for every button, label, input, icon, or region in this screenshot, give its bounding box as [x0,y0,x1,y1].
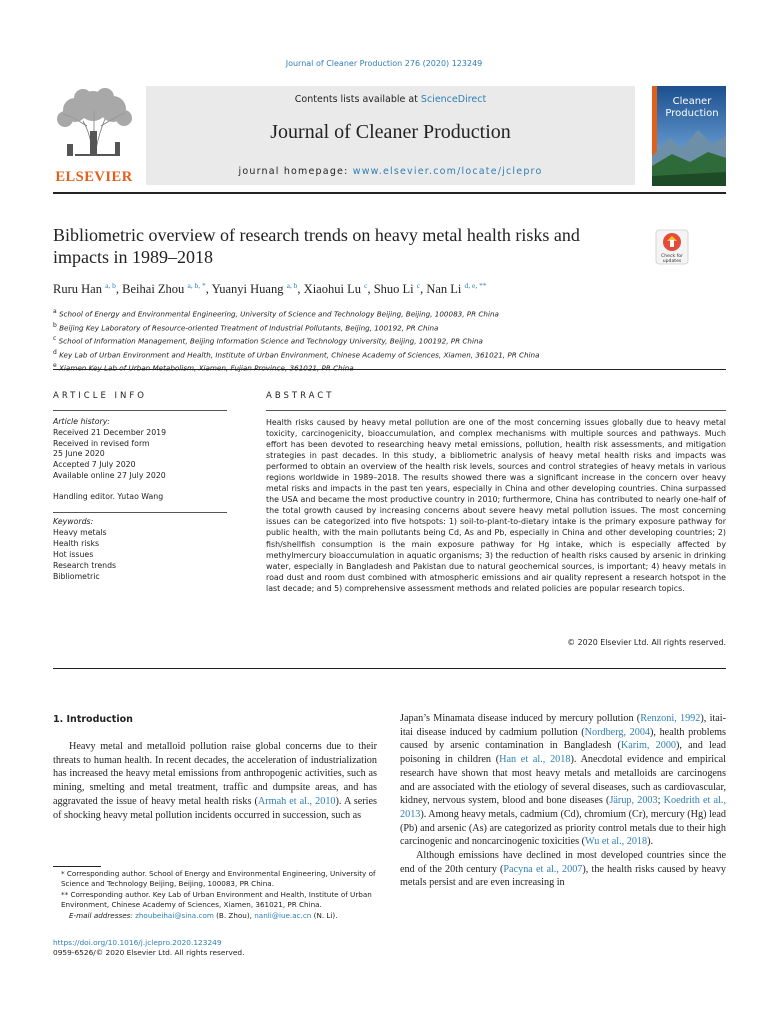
citation-link[interactable]: Armah et al., 2010 [257,795,336,807]
author-name[interactable]: Yuanyi Huang [211,282,284,297]
body-text: ). Anecdotal evidence and empirical research have shown that most heavy metals and metalloids are carcinogens and are associated with the etiology of several diseases, such as cardiovascular, kidney, nervous system, blood and bone diseases ( [400,754,726,807]
abstract-rule [266,410,726,411]
author-name[interactable]: Nan Li [426,282,462,297]
citation-link[interactable]: Koedrith et al., 2013 [400,795,726,820]
author-name[interactable]: Beihai Zhou [122,282,185,297]
intro-paragraph [400,849,726,890]
cover-image-icon [652,86,726,186]
affiliation-marker: a [53,308,57,315]
citation-link[interactable]: Han et al., 2018 [499,754,571,766]
footnote-emails [53,911,377,921]
footnotes [53,869,377,921]
article-history [53,417,233,503]
handling-editor: Handling editor. Yutao Wang [53,491,164,501]
section-rule [53,369,726,370]
article-title: Bibliometric overview of research trends on heavy metal health risks and impacts in 1989–2018 [53,225,580,267]
author-affiliation-marker[interactable]: a, b [105,281,116,290]
sciencedirect-link[interactable]: ScienceDirect [420,94,487,105]
elsevier-logo[interactable] [53,86,135,186]
body-left-column [53,740,377,822]
body-text: ), and lead poisoning in children ( [400,740,726,766]
body-text: ), the health risks caused by heavy metals persist and are even increasing in [400,863,726,889]
email-link-li[interactable]: nanli@iue.ac.cn [254,910,312,920]
citation-link[interactable]: Järup, 2003 [609,795,658,807]
affiliation-text: Key Lab of Urban Environment and Health, Institute of Urban Environment, Chinese Academy of Sciences, Xiamen, 361021, PR China [56,350,540,360]
body-text: ). Among heavy metals, cadmium (Cd), chromium (Cr), mercury (Hg) lead (Pb) and arsenic (As) are categorized as priority control metals due to their high carcinogenic and noncarcinogenic toxicities ( [400,808,726,848]
author-name[interactable]: Xiaohui Lu [303,282,361,297]
body-text: ; [657,795,664,807]
author-affiliation-marker[interactable]: a, b [286,281,298,290]
elsevier-tree-icon [53,86,135,158]
author-affiliation-marker[interactable]: a, b, * [187,281,206,290]
keyword: Research trends [53,561,117,570]
abstract-text: Health risks caused by heavy metal pollution are one of the most concerning issues globally due to heavy metal toxicity, carcinogenicity, bioaccumulation, and complex mechanisms with multiple sources and pathways. Much effort has been devoted to researching heavy metal emissions, pollution, health risk assessments, and mitigation strategies in past decades. In this study, a bibliometric analysis of heavy metal health risks and impacts was performed to obtain an overview of the health risk levels, sources and control strategies of heavy metals in various regions worldwide in 1989–2018. The results showed there was a significant increase in the concern over heavy metal risks and impacts in the past ten years, especially in China and other developing countries. China surpassed the USA and became the most productive country in 2010; furthermore, China has contributed to nearly one-half of the total growth caused by increasing concerns about severe heavy metal pollution issues. The most concerning issues can be categorized into five hotspots: 1) soil-to-plant-to-dietary intake is the primary exposure pathway for public health, with the main pollutants being Cd, As and Pb, especially in China and other developing countries; 2) fish/shellfish consumption is the main exposure pathway for Hg intake, which is especially affected by methylmercury bioaccumulation in aquatic organisms; 3) the reduction of health risks caused by arsenic in drinking water, especially in Bangladesh and Pakistan due to natural geochemical sources, is important; 4) heavy metals in road dust and room dust combined with atmospheric emissions and air quality represent a research hotspot in the last decade; and 5) comprehensive assessment methods and related policies are popular research topics. [266,418,726,593]
affiliations [53,306,713,374]
email-label: E-mail addresses: [69,910,136,920]
badge-line-1: Check for [661,254,683,259]
elsevier-wordmark: ELSEVIER [55,169,133,185]
abstract-copyright: © 2020 Elsevier Ltd. All rights reserved. [567,638,726,647]
history-line: 25 June 2020 [53,449,105,459]
issn-line: 0959-6526/© 2020 Elsevier Ltd. All rights reserved. [53,948,245,958]
journal-cover[interactable] [652,86,726,186]
body-text: ), itai-itai disease induced by cadmium pollution ( [400,713,726,738]
footnote-rule [53,866,101,867]
homepage-prefix: journal homepage: [238,166,353,177]
affiliation-text: School of Energy and Environmental Engineering, University of Science and Technology Beijing, Beijing, 100083, PR China [56,309,499,319]
history-line: Received in revised form [53,438,150,448]
keyword: Heavy metals [53,528,107,537]
author-name[interactable]: Shuo Li [373,282,414,297]
cover-title-2: Production [665,108,719,119]
keywords [53,516,233,582]
citation-link[interactable]: Karim, 2000 [620,740,677,752]
citation-link[interactable]: Renzoni, 1992 [640,713,701,724]
homepage-link[interactable]: www.elsevier.com/locate/jclepro [352,166,543,177]
journal-header [146,86,635,185]
affiliation-marker: e [53,362,57,370]
intro-paragraph [400,712,726,849]
citation-link[interactable]: Wu et al., 2018 [585,836,648,848]
abstract-end-rule [53,668,726,669]
keyword: Hot issues [53,550,94,559]
journal-name: Journal of Cleaner Production [270,121,511,143]
journal-citation[interactable] [0,59,768,68]
header-rule [53,192,726,194]
doi-block [53,938,244,959]
author-list: Ruru Han $^{a, b}$, Beihai Zhou $^{a, b, *}$, Yuanyi Huang $^{a, b}$, Xiaohui Lu $^c$, Shuo Li $^c$, Nan Li $^{d, e, **}$ [53,281,487,297]
citation-link[interactable]: Nordberg, 2004 [584,726,651,738]
footnote-corresponding-2: ** Corresponding author. Key Lab of Urban Environment and Health, Institute of Urban Environment, Chinese Academy of Sciences, Xiamen, 361021, PR China. [61,889,372,910]
affiliation-line [53,360,713,374]
affiliation-text: School of Information Management, Beijing Information Science and Technology University, Beijing, 100192, PR China [56,336,483,346]
history-line: Available online 27 July 2020 [53,470,166,480]
abstract-heading: ABSTRACT [266,391,335,401]
affiliation-text: Beijing Key Laboratory of Resource-oriented Treatment of Industrial Pollutants, Beijing, 100192, PR China [56,322,439,332]
affiliation-line [53,306,713,320]
citation-link[interactable]: Journal of Cleaner Production 276 (2020) 123249 [285,59,483,68]
body-text: Although emissions have declined in most developed countries since the end of the 20th century ( [400,850,726,875]
contents-prefix: Contents lists available at [294,94,421,105]
body-text: Japan’s Minamata disease induced by mercury pollution ( [400,713,641,724]
author-affiliation-marker[interactable]: d, e, ** [464,281,487,290]
citation-link[interactable]: Pacyna et al., 2007 [503,863,583,875]
author-affiliation-marker[interactable]: c [416,281,421,290]
email-link-zhou[interactable]: zhoubeihai@sina.com [135,910,214,920]
affiliation-line [53,320,713,334]
keywords-label: Keywords: [53,517,94,526]
email-owner: (B. Zhou), [213,910,255,920]
history-label: Article history: [53,417,110,426]
body-text: ), health problems caused by arsenic contamination in Bangladesh ( [400,726,726,752]
body-text: Heavy metal and metalloid pollution raise global concerns due to their threats to human health. In recent decades, the acceleration of industrialization has increased the heavy metal emissions from anthropogenic activities, such as mining, smelting and metal treatment, traffic and dumpsite areas, and has aggravated the issue of heavy metal health risks ( [53,741,377,807]
author-affiliation-marker[interactable]: c [364,281,368,290]
article-info-rule [53,410,227,411]
badge-line-2: updates [662,259,682,264]
intro-paragraph [53,740,377,822]
body-text: ). [647,836,654,848]
affiliation-marker: c [53,335,57,343]
footnote-corresponding-1: * Corresponding author. School of Energy and Environmental Engineering, University of Science and Technology Beijing, Beijing, 100083, PR China. [61,869,376,889]
doi-link[interactable]: https://doi.org/10.1016/j.jclepro.2020.123249 [53,938,222,947]
history-line: Received 21 December 2019 [53,427,167,437]
keyword: Bibliometric [53,572,100,581]
affiliation-marker: d [53,348,57,356]
contents-line [146,94,635,105]
article-info-heading: ARTICLE INFO [53,391,147,401]
affiliation-line [53,333,713,347]
body-text: ). A series of shocking heavy metal pollution incidents occurred in succession, such as [53,795,377,821]
cover-title-1: Cleaner [672,96,712,107]
body-right-column [400,712,726,890]
affiliation-marker: b [53,321,57,329]
journal-homepage [146,166,635,177]
check-for-updates-badge[interactable] [655,229,689,265]
affiliation-line [53,347,713,361]
email-owner: (N. Li). [311,910,338,920]
introduction-heading: 1. Introduction [53,714,133,725]
history-line: Accepted 7 July 2020 [53,460,136,470]
author-name[interactable]: Ruru Han [53,282,102,297]
keyword: Health risks [53,539,100,548]
keywords-rule [53,512,227,513]
